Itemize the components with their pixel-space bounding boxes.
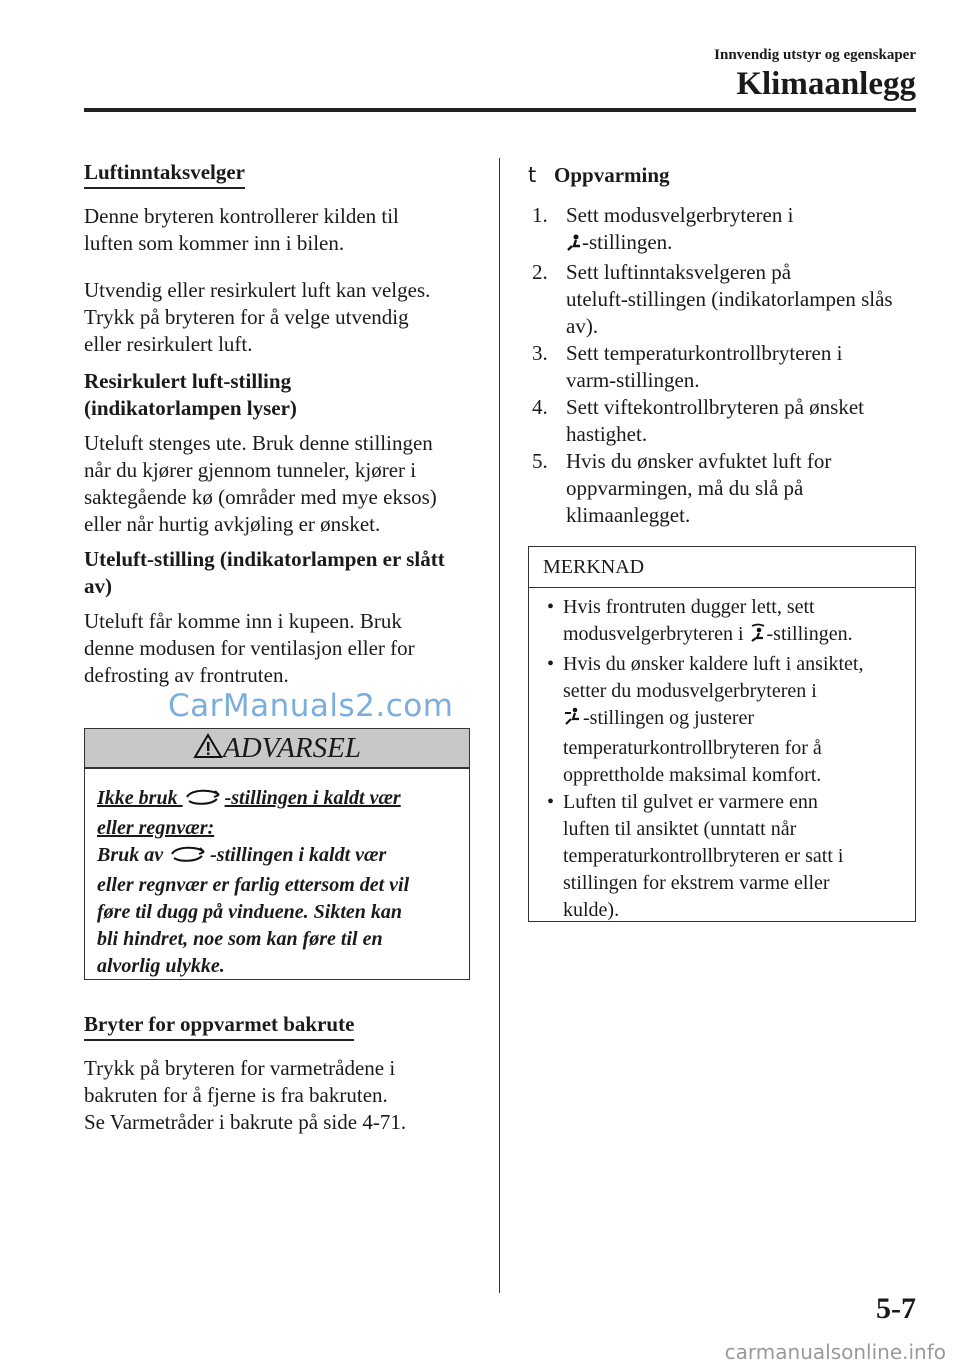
paragraph-line: denne modusen for ventilasjon eller for [84, 636, 415, 660]
bullet-dot: • [547, 653, 555, 675]
warning-line: bli hindret, noe som kan føre til en [97, 928, 383, 950]
subheading-recirc: Resirkulert luft-stilling [84, 369, 292, 393]
note-bullet [543, 789, 905, 924]
warning-line: -stillingen i kaldt vær [210, 844, 387, 866]
step-item [532, 259, 916, 340]
paragraph-line: defrosting av frontruten. [84, 663, 289, 687]
page-number: 5-7 [876, 1292, 916, 1325]
warning-line: eller regnvær er farlig ettersom det vil [97, 874, 410, 896]
bi-level-mode-icon [563, 707, 583, 735]
paragraph-line: eller når hurtig avkjøling er ønsket. [84, 512, 381, 536]
paragraph-line: bakruten for å fjerne is fra bakruten. [84, 1083, 388, 1107]
step-line: hastighet. [566, 422, 648, 446]
watermark: CarManuals2.com [168, 688, 454, 724]
warning-header [85, 729, 469, 769]
subheading-recirc: (indikatorlampen lyser) [84, 396, 297, 420]
note-line: modusvelgerbryteren i [563, 623, 749, 645]
note-line: kulde). [563, 899, 620, 921]
step-item [532, 448, 916, 529]
section-marker: t [528, 163, 537, 187]
paragraph-line: Uteluft stenges ute. Bruk denne stillingen [84, 431, 433, 455]
right-column [528, 160, 916, 529]
step-line: uteluft-stillingen (indikatorlampen slås [566, 287, 893, 311]
step-line: Sett luftinntaksvelgeren på [566, 260, 792, 284]
step-number: 1. [532, 203, 548, 227]
note-line: -stillingen og justerer [583, 707, 755, 729]
note-bullet [543, 651, 905, 789]
step-line: Sett viftekontrollbryteren på ønsket [566, 395, 865, 419]
paragraph-line: luften som kommer inn i bilen. [84, 231, 345, 255]
note-line: Hvis frontruten dugger lett, sett [563, 596, 815, 618]
rear-defroster-section [84, 1012, 472, 1136]
step-item [532, 202, 916, 259]
note-line: luften til ansiktet (unntatt når [563, 818, 797, 840]
warning-heading: ADVARSEL [223, 732, 361, 764]
warning-text [85, 769, 469, 980]
header-section: Innvendig utstyr og egenskaper [714, 47, 916, 63]
bullet-dot: • [547, 791, 555, 813]
recirc-air-icon [168, 844, 210, 872]
section-title-rear-defroster: Bryter for oppvarmet bakrute [84, 1012, 354, 1041]
warning-line: alvorlig ulykke. [97, 955, 225, 977]
note-bullet [543, 594, 905, 651]
paragraph-line: Trykk på bryteren for varmetrådene i [84, 1056, 396, 1080]
column-divider [499, 158, 500, 1293]
step-line: varm-stillingen. [566, 368, 700, 392]
warning-line: Ikke bruk [97, 787, 183, 809]
warning-box [84, 728, 470, 980]
step-line: Sett modusvelgerbryteren i [566, 203, 794, 227]
step-number: 3. [532, 341, 548, 365]
step-line: -stillingen. [582, 230, 673, 254]
paragraph-line: Utvendig eller resirkulert luft kan velges. [84, 278, 431, 302]
note-line: stillingen for ekstrem varme eller [563, 872, 830, 894]
step-line: av). [566, 314, 599, 338]
page-title: Klimaanlegg [736, 66, 916, 102]
note-line: temperaturkontrollbryteren er satt i [563, 845, 844, 867]
step-line: klimaanlegget. [566, 503, 691, 527]
note-heading: MERKNAD [529, 547, 915, 588]
step-number: 4. [532, 395, 548, 419]
note-line: -stillingen. [766, 623, 853, 645]
warning-line: Bruk av [97, 844, 169, 866]
paragraph-line: saktegående kø (områder med mye eksos) [84, 485, 437, 509]
step-number: 5. [532, 449, 548, 473]
floor-defrost-mode-icon [749, 623, 767, 651]
warning-line: -stillingen i kaldt vær [224, 787, 401, 809]
recirc-air-icon [183, 787, 225, 815]
note-line: setter du modusvelgerbryteren i [563, 680, 817, 702]
note-text [529, 588, 915, 924]
paragraph-line: når du kjører gjennom tunneler, kjører i [84, 458, 417, 482]
bullet-dot: • [547, 596, 555, 618]
paragraph-line: Trykk på bryteren for å velge utvendig [84, 305, 409, 329]
step-line: Sett temperaturkontrollbryteren i [566, 341, 843, 365]
subheading-outside: av) [84, 574, 112, 598]
paragraph-line: Denne bryteren kontrollerer kilden til [84, 204, 399, 228]
note-line: Luften til gulvet er varmere enn [563, 791, 818, 813]
step-item [532, 340, 916, 394]
footer-site-watermark: carmanualsonline.info [724, 1340, 946, 1364]
step-number: 2. [532, 260, 548, 284]
step-item [532, 394, 916, 448]
section-title-heating: Oppvarming [554, 163, 670, 187]
warning-line: føre til dugg på vinduene. Sikten kan [97, 901, 403, 923]
floor-mode-icon [566, 232, 582, 259]
paragraph-line: Uteluft får komme inn i kupeen. Bruk [84, 609, 402, 633]
left-column [84, 160, 472, 689]
note-line: Hvis du ønsker kaldere luft i ansiktet, [563, 653, 864, 675]
step-line: Hvis du ønsker avfuktet luft for [566, 449, 832, 473]
section-title-air-intake: Luftinntaksvelger [84, 160, 245, 189]
warning-triangle-icon [193, 731, 223, 769]
step-line: oppvarmingen, må du slå på [566, 476, 804, 500]
header-rule [84, 108, 916, 112]
paragraph-line: eller resirkulert luft. [84, 332, 253, 356]
subheading-outside: Uteluft-stilling (indikatorlampen er slått [84, 547, 445, 571]
paragraph-line: Se Varmetråder i bakrute på side 4-71. [84, 1110, 407, 1134]
warning-line: eller regnvær: [97, 817, 215, 839]
note-line: temperaturkontrollbryteren for å [563, 737, 822, 759]
note-line: opprettholde maksimal komfort. [563, 764, 822, 786]
note-box [528, 546, 916, 922]
